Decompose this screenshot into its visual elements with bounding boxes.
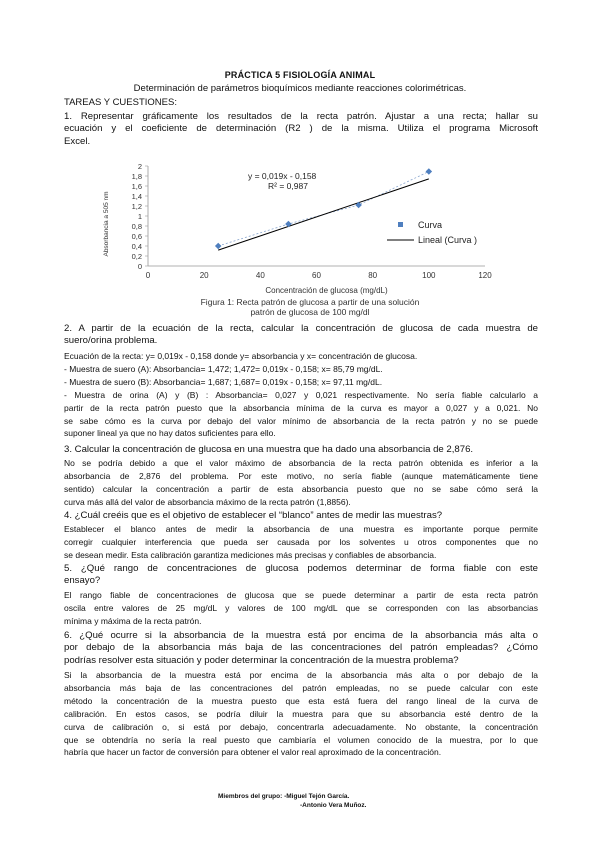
y-tick-label: 0 [137,261,142,271]
caption-line: patrón de glucosa de 100 mg/dl [250,307,370,317]
y-tick-label: 0,4 [131,241,142,251]
text-line: habría que hacer un factor de conversión para obtener el valor real aproximado de la concentración. [64,747,442,758]
question-4 [64,510,538,522]
x-tick-label: 40 [255,271,265,280]
text-line: mínima y máxima de la recta patrón. [64,615,202,626]
x-tick-label: 60 [312,271,321,280]
answer-3 [64,457,538,509]
text-line: ensayo? [64,575,101,587]
caption-line: Figura 1: Recta patrón de glucosa a partir de una solución [200,297,420,307]
y-tick-label: 0,8 [131,221,142,231]
question-6 [64,630,538,667]
y-tick-label: 0,6 [131,231,142,241]
trendline [218,179,429,250]
text-line: calibración. En estos casos, se podría diluir la muestra para que su absorbancia esté dentro de la [64,708,538,719]
members-label: Miembros del grupo: [218,793,283,800]
y-tick-label: 1,4 [131,191,142,201]
text-line: Establecer el blanco antes de medir la absorbancia de una muestra es importante porque permite [64,524,538,534]
text-line: - Muestra de orina (A) y (B) : Absorbancia= 0,027 y 0,021 respectivamente. No sería fiable calcularlo a [64,389,538,400]
text-line: curva más allá del valor de absorbancia máximo de la recta patrón (1,8856). [64,496,351,507]
text-line: por debajo de la absorbancia más baja de las concentraciones del patrón empleadas? ¿Cómo [64,642,538,654]
question-3 [64,444,538,456]
text-line: podrías resolver esta situación y poder determinar la concentración de la muestra problema? [64,654,459,666]
member-name: -Antonio Vera Muñoz. [300,802,367,809]
text-line: 1. Representar gráficamente los resultados de la recta patrón. Ajustar a una recta; hallar su [64,111,538,122]
text-line: absorbancia de 2,876 del problema. Por este motivo, no sería fiable (aunque matemáticamente tiene [64,470,538,481]
text-line: 4. ¿Cuál creéis que es el objetivo de establecer el “blanco” antes de medir las muestras? [64,510,443,521]
y-tick-label: 1,2 [131,201,142,211]
text-line: - Muestra de suero (B): Absorbancia= 1,687; 1,687= 0,019x - 0,158; x= 97,11 mg/dL. [64,376,383,387]
text-line: Si la absorbancia de la muestra está por encima de la absorbancia más alta o por debajo de la [64,670,538,680]
text-line: absorbancia más baja de las concentraciones del patrón empleadas, no se puede calcular con este [64,682,538,693]
question-2 [64,323,538,348]
text-line: 5. ¿Qué rango de concentraciones de glucosa podemos determinar de forma fiable con este [64,563,538,574]
text-line: partir de la recta patrón puesto que la absorbancia mínima de la curva es mayor a 0,027 y a 0,021. No [64,402,538,413]
data-point [285,221,292,228]
legend-label-curva: Curva [418,220,443,230]
data-point [215,243,222,250]
x-axis-title: Concentración de glucosa (mg/dL) [265,286,388,295]
text-line: 3. Calcular la concentración de glucosa en una muestra que ha dado una absorbancia de 2,876. [64,444,474,455]
page-subtitle: Determinación de parámetros bioquímicos mediante reacciones colorimétricas. [133,83,467,94]
text-line: sentido) calcular la concentración a partir de esta absorbancia puesto que no se sabe cómo será la [64,483,538,494]
answer-5 [64,589,538,628]
page-title: PRÁCTICA 5 FISIOLOGÍA ANIMAL [224,70,376,80]
legend-label-trend: Lineal (Curva ) [418,235,478,245]
trend-equation: y = 0,019x - 0,158 [248,171,317,181]
text-line: método la concentración de la muestra puesto que esta está fuera del rango lineal de la curva de [64,695,538,706]
x-tick-label: 100 [422,271,436,280]
calibration-chart [100,160,500,295]
text-line: que se obtendría no sería la real puesto que cambiaría el volumen conocido de la muestra, por lo que [64,734,538,745]
text-line: corregir cualquier interferencia que pueda ser causada por los solventes u otros componentes que no [64,536,538,547]
text-line: - Muestra de suero (A): Absorbancia= 1,472; 1,472= 0,019x - 0,158; x= 85,79 mg/dL. [64,363,383,374]
data-point [426,168,433,175]
text-line: 6. ¿Qué ocurre si la absorbancia de la muestra está por encima de la absorbancia más alta o [64,630,538,641]
y-tick-label: 1,6 [131,181,142,191]
text-line: 2. A partir de la ecuación de la recta, calcular la concentración de glucosa de cada muestra de [64,323,538,334]
text-line: se desean medir. Esta calibración garantiza mediciones más precisas y confiables de absorbancia. [64,549,437,560]
y-axis-title: Absorbancia a 505 nm [103,191,110,257]
question-5 [64,563,538,588]
answer-4 [64,523,538,562]
text-line: Ecuación de la recta: y= 0,019x - 0,158 donde y= absorbancia y x= concentración de glucosa. [64,351,418,361]
text-line: No se podría debido a que el valor máximo de absorbancia de la recta patrón obtenida es inferior a la [64,458,538,468]
answer-2 [64,350,538,440]
text-line: ecuación y el coeficiente de determinación (R2 ) de la misma. Utiliza el programa Microsoft [64,123,538,135]
x-tick-label: 80 [368,271,378,280]
x-tick-label: 120 [478,271,492,280]
trend-r2: R² = 0,987 [268,181,308,191]
text-line: El rango fiable de concentraciones de glucosa que se puede determinar a partir de esta recta patrón [64,590,538,600]
text-line: suero/orina problema. [64,335,158,347]
x-tick-label: 20 [199,271,209,280]
y-tick-label: 1,8 [131,171,142,181]
group-members [218,792,366,810]
text-line: se sabe cómo es la curva por debajo del valor mínimo de absorbancia de la recta patrón y no se puede [64,415,538,426]
text-line: curva de calibración o, si está por debajo, concentrarla adecuadamente. No obstante, la concentración [64,721,538,732]
member-name: -Miguel Tejón García. [284,793,350,800]
legend-marker-curva [398,222,403,227]
curva-connector-line [218,172,429,247]
figure-caption [150,297,470,317]
y-tick-label: 2 [137,161,142,171]
answer-6 [64,669,538,759]
y-tick-label: 1 [137,211,142,221]
x-tick-label: 0 [145,271,151,280]
data-point [355,202,362,209]
tasks-heading: TAREAS Y CUESTIONES: [64,97,177,108]
y-tick-label: 0,2 [131,251,142,261]
question-1 [64,111,538,148]
text-line: Excel. [64,135,91,147]
text-line: suponer lineal ya que no hay datos suficientes para ello. [64,428,276,439]
text-line: oscila entre valores de 25 mg/dL y valores de 100 mg/dL que se corresponden con las absorbancias [64,602,538,613]
